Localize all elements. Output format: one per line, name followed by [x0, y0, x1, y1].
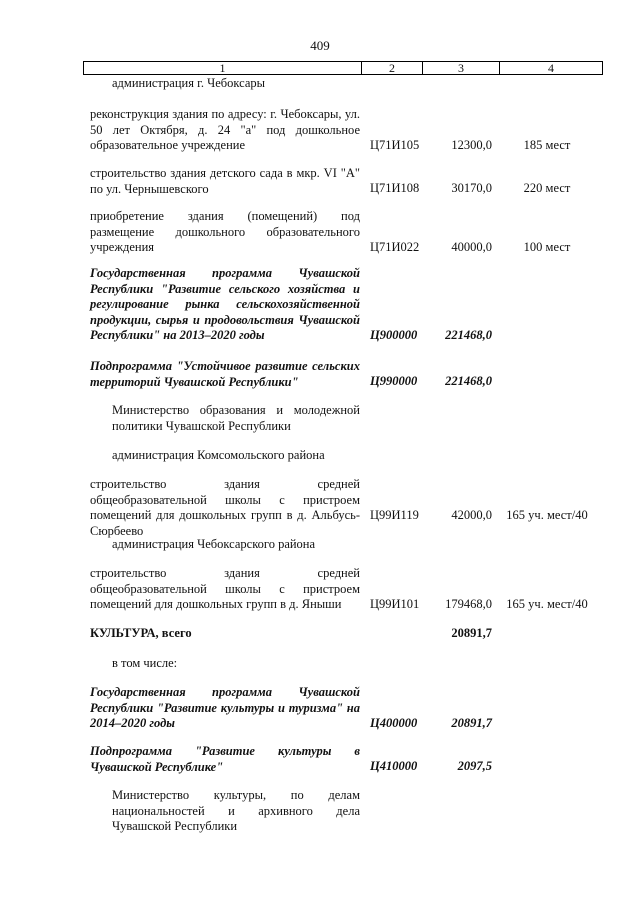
row-text: Министерство образования и молодежной политики Чувашской Республики — [112, 403, 360, 433]
row-code: Ц71И022 — [370, 240, 420, 254]
row-amount: 12300,0 — [451, 138, 492, 152]
page-number: 409 — [310, 38, 330, 53]
row-amount: 20891,7 — [451, 626, 492, 640]
row-places: 220 мест — [523, 181, 571, 195]
table-header — [83, 61, 603, 75]
row-text: администрация г. Чебоксары — [112, 76, 266, 90]
row-amount: 42000,0 — [451, 508, 492, 522]
row-places: 165 уч. мест/40 — [506, 597, 588, 611]
row-code: Ц71И108 — [370, 181, 420, 195]
row-amount: 20891,7 — [451, 716, 492, 730]
row-text: администрация Комсомольского района — [112, 448, 325, 462]
row-text: приобретение здания (помещений) под размещение дошкольного образовательного учреждения — [90, 209, 360, 254]
row-text: строительство здания средней общеобразовательной школы с пристроем помещений для дошкольных групп в д. Альбусь-Сюрбеево — [90, 477, 360, 538]
row-text: Подпрограмма "Устойчивое развитие сельских территорий Чувашской Республики" — [90, 359, 360, 389]
row-text: строительство здания детского сада в мкр. VI "А" по ул. Чернышевского — [90, 166, 360, 196]
header-col-1: 1 — [84, 62, 362, 75]
row-code: Ц990000 — [370, 374, 418, 388]
row-amount: 30170,0 — [451, 181, 492, 195]
row-text: Подпрограмма "Развитие культуры в Чувашской Республике" — [90, 744, 360, 774]
row-text: КУЛЬТУРА, всего — [90, 626, 192, 640]
row-amount: 40000,0 — [451, 240, 492, 254]
row-places: 100 мест — [523, 240, 571, 254]
row-amount: 179468,0 — [445, 597, 492, 611]
row-places: 185 мест — [523, 138, 571, 152]
row-code: Ц99И119 — [370, 508, 419, 522]
row-amount: 221468,0 — [445, 328, 492, 342]
row-code: Ц400000 — [370, 716, 418, 730]
row-code: Ц410000 — [370, 759, 418, 773]
row-code: Ц99И101 — [370, 597, 420, 611]
row-places: 165 уч. мест/40 — [506, 508, 588, 522]
row-text: Государственная программа Чувашской Республики "Развитие культуры и туризма" на 2014–2020 годы — [90, 685, 360, 730]
row-amount: 221468,0 — [445, 374, 492, 388]
header-col-4: 4 — [500, 62, 603, 75]
row-text: администрация Чебоксарского района — [112, 537, 316, 551]
row-text: строительство здания средней общеобразовательной школы с пристроем помещений для дошкольных групп в д. Яныши — [90, 566, 360, 611]
header-col-2: 2 — [362, 62, 423, 75]
header-col-3: 3 — [423, 62, 500, 75]
row-amount: 2097,5 — [457, 759, 492, 773]
row-text: реконструкция здания по адресу: г. Чебоксары, ул. 50 лет Октября, д. 24 "а" под дошкольное образовательное учреждение — [90, 107, 360, 152]
row-code: Ц900000 — [370, 328, 418, 342]
row-code: Ц71И105 — [370, 138, 420, 152]
row-text: Государственная программа Чувашской Республики "Развитие сельского хозяйства и регулирование рынка сельскохозяйственной продукции, сырья и продовольствия Чувашской Республики" на 2013–2020 годы — [90, 266, 360, 342]
row-text: Министерство культуры, по делам национальностей и архивного дела Чувашской Республики — [112, 788, 360, 833]
row-text: в том числе: — [112, 656, 178, 670]
